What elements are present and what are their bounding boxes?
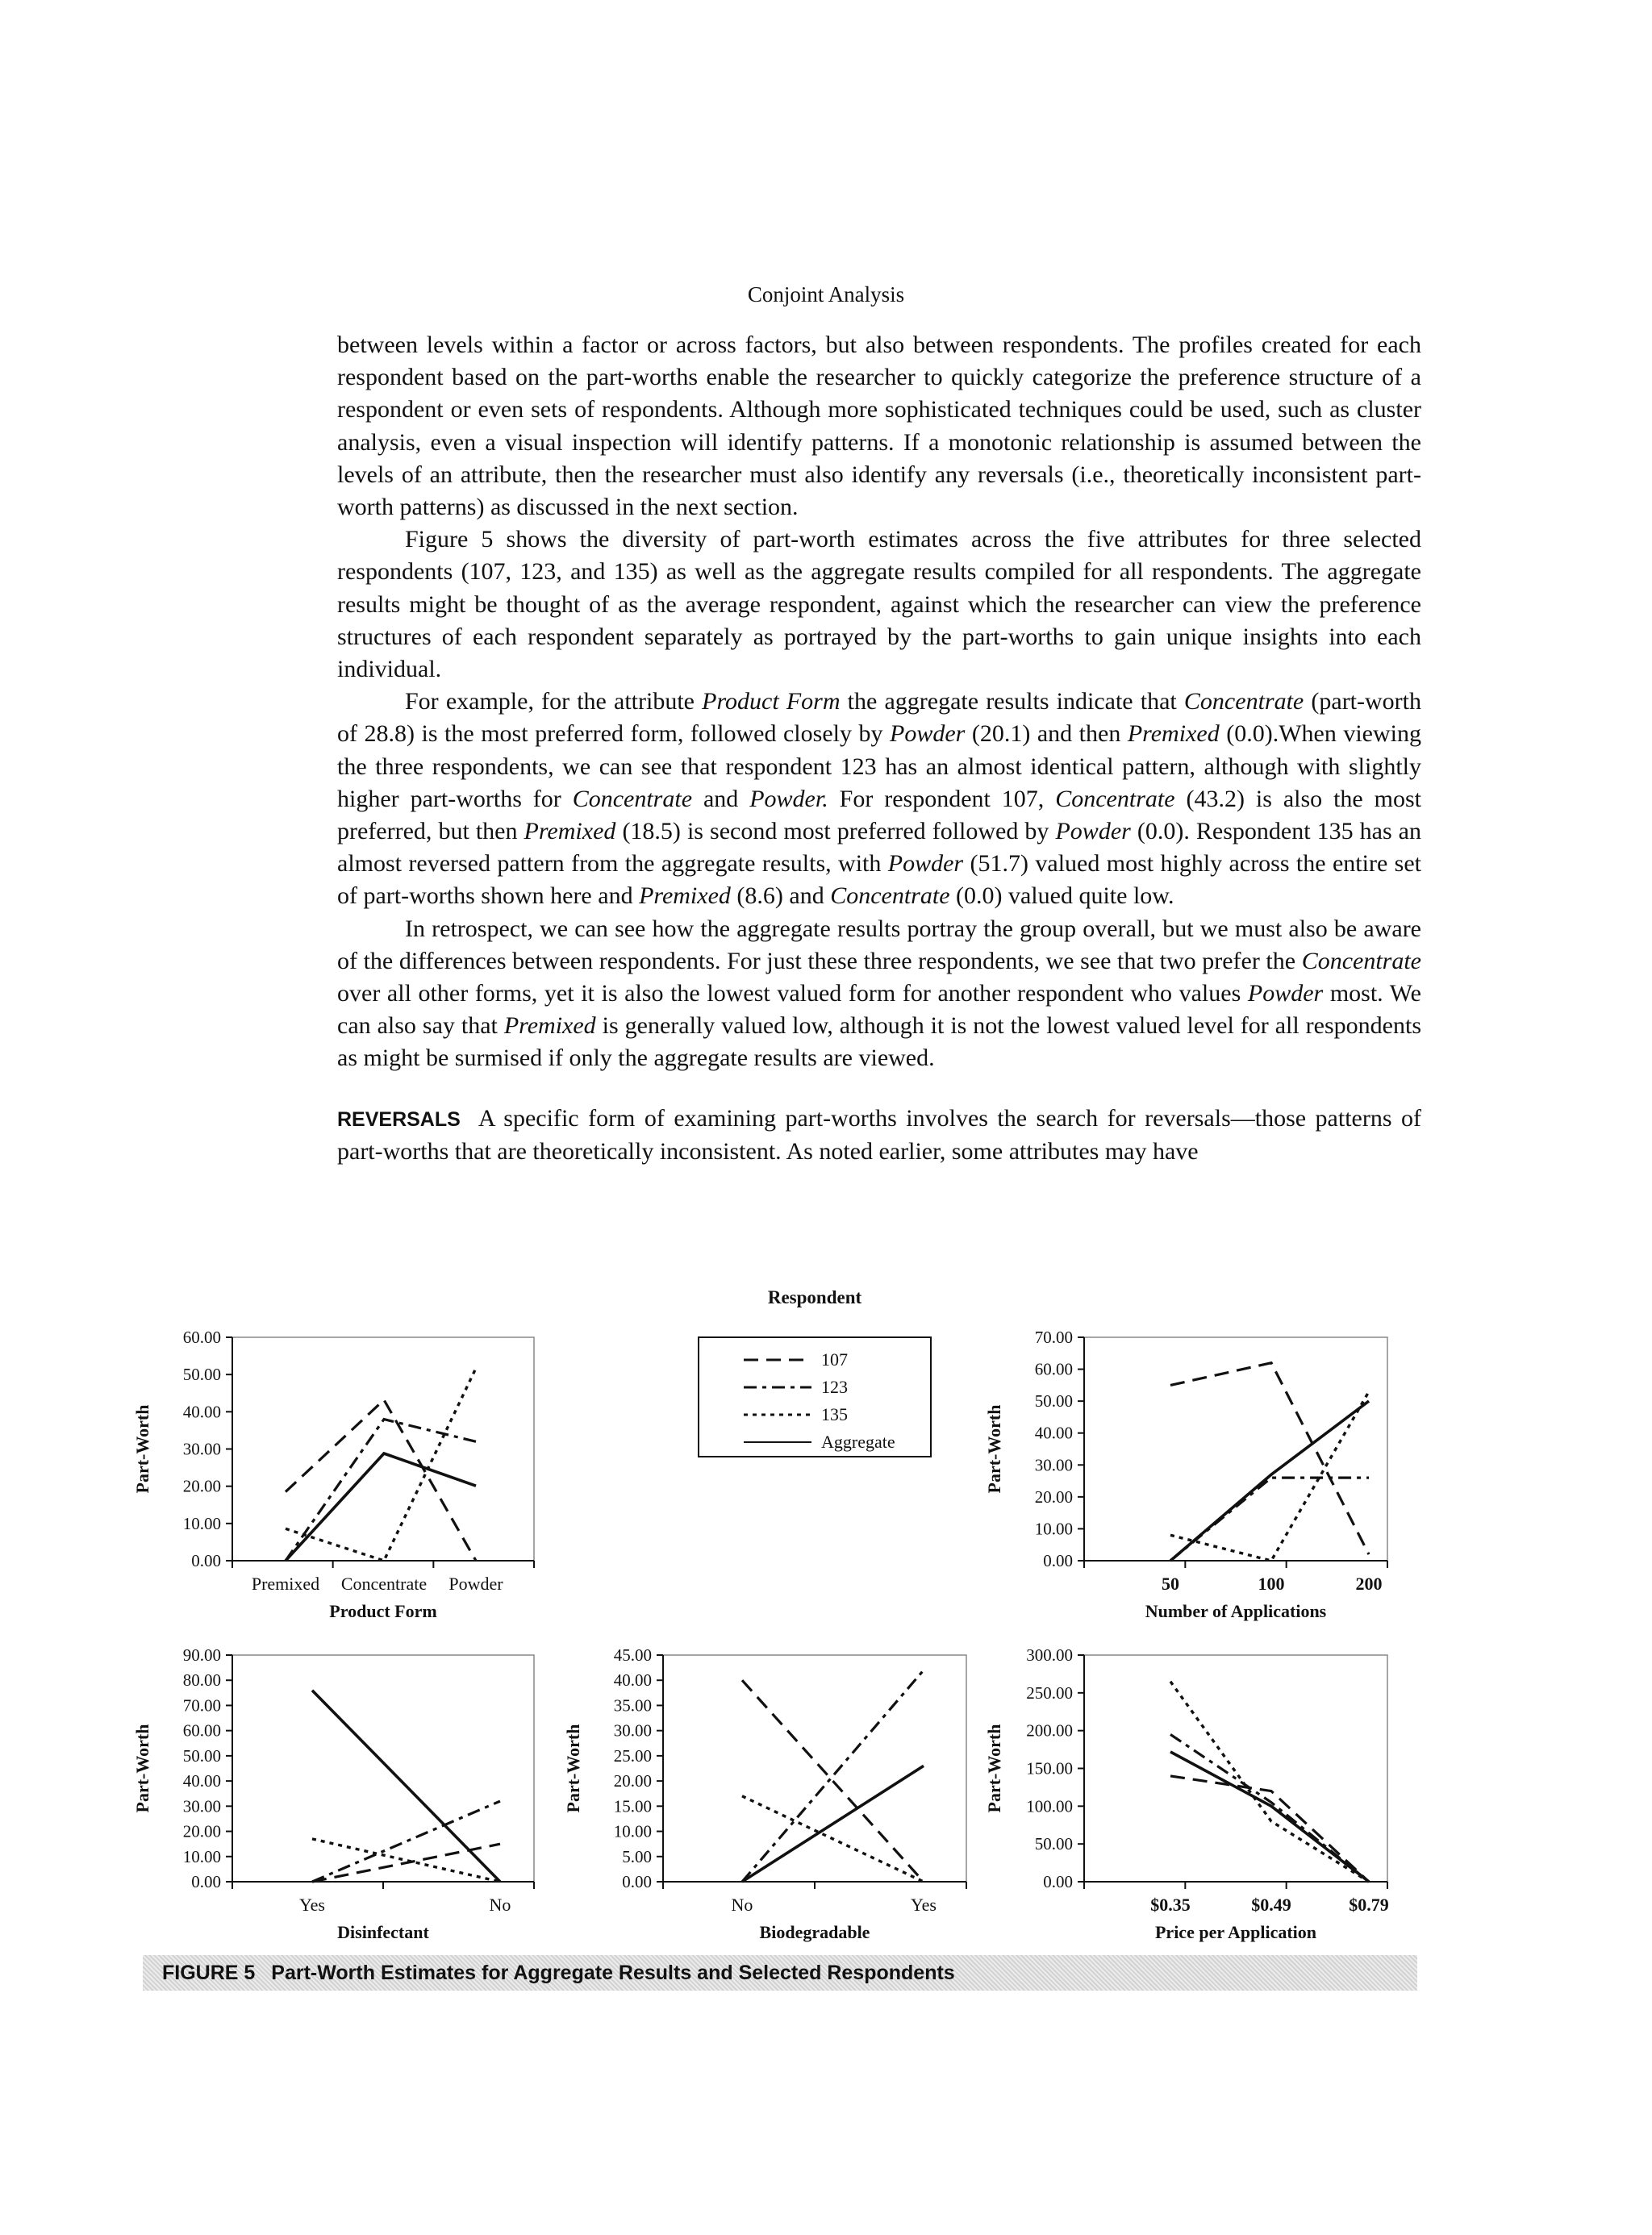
series-line-aggregate [1170, 1401, 1369, 1561]
y-axis-title: Part-Worth [984, 1724, 1004, 1813]
text-run: is generally valued low, although it is not the lowest valued level for all respondents as might be surmised if only the aggregate results are viewed. [337, 1012, 1421, 1072]
x-tick-label: No [731, 1895, 753, 1915]
text-run: (0.0) valued quite low. [949, 882, 1174, 910]
y-tick-label: 50.00 [1034, 1834, 1073, 1854]
y-tick-label: 50.00 [182, 1745, 221, 1766]
chart-panel-disinfectant [132, 1645, 534, 1942]
italic-term: Product Form [702, 688, 841, 715]
legend-label-107: 107 [821, 1349, 848, 1370]
plot-frame [232, 1337, 534, 1561]
x-axis-title: Price per Application [1154, 1922, 1317, 1942]
text-run: (43.2) is also the most preferred, but then [337, 785, 1422, 845]
series-line-135 [286, 1368, 476, 1561]
y-tick-label: 80.00 [182, 1670, 221, 1691]
chart-panel-number-of-applications [984, 1328, 1387, 1621]
y-tick-label: 20.00 [182, 1476, 221, 1496]
y-tick-label: 15.00 [613, 1796, 652, 1816]
legend-label-135: 135 [821, 1404, 848, 1424]
italic-term: Powder [1055, 818, 1131, 845]
y-tick-label: 35.00 [613, 1695, 652, 1716]
y-tick-label: 45.00 [613, 1645, 652, 1665]
y-tick-label: 30.00 [182, 1439, 221, 1459]
y-tick-label: 300.00 [1026, 1645, 1073, 1665]
paragraph-4 [337, 913, 1421, 1075]
x-tick-label: Premixed [251, 1574, 320, 1594]
x-tick-label: $0.35 [1150, 1895, 1191, 1915]
series-line-135 [742, 1796, 924, 1882]
y-tick-label: 50.00 [182, 1365, 221, 1385]
italic-term: Premixed [639, 882, 731, 910]
italic-term: Powder [887, 850, 964, 878]
series-line-123 [286, 1420, 476, 1561]
y-tick-label: 250.00 [1026, 1683, 1073, 1703]
y-tick-label: 25.00 [613, 1745, 652, 1766]
italic-term: Concentrate [1301, 947, 1421, 974]
text-run: (part-worth of 28.8) is the most preferred form, followed closely by [337, 688, 1421, 748]
y-tick-label: 40.00 [182, 1402, 221, 1422]
x-tick-label: 100 [1258, 1574, 1285, 1594]
plot-frame [232, 1655, 534, 1882]
reversals-heading: REVERSALS [337, 1107, 461, 1131]
y-tick-label: 30.00 [613, 1720, 652, 1741]
y-tick-label: 90.00 [182, 1645, 221, 1665]
text-run: (0.0).When viewing the three respondents, we can see that respondent 123 has an almost identical pattern, although with slightly higher part-worths for [337, 720, 1421, 812]
y-tick-label: 60.00 [182, 1328, 221, 1347]
y-tick-label: 0.00 [1043, 1551, 1073, 1570]
italic-term: Powder. [749, 785, 828, 812]
x-tick-label: Powder [448, 1574, 503, 1594]
y-tick-label: 10.00 [613, 1821, 652, 1841]
y-axis-title: Part-Worth [132, 1724, 152, 1813]
series-line-aggregate [742, 1766, 924, 1882]
body-text [337, 329, 1421, 1168]
legend-label-123: 123 [821, 1377, 848, 1397]
y-tick-label: 10.00 [182, 1513, 221, 1533]
series-line-107 [312, 1844, 500, 1882]
y-tick-label: 40.00 [613, 1670, 652, 1691]
y-tick-label: 150.00 [1026, 1758, 1073, 1778]
y-tick-label: 200.00 [1026, 1720, 1073, 1741]
y-tick-label: 100.00 [1026, 1796, 1073, 1816]
y-tick-label: 10.00 [1034, 1519, 1073, 1539]
y-tick-label: 30.00 [1034, 1455, 1073, 1475]
y-axis-title: Part-Worth [132, 1404, 152, 1494]
text-run: In retrospect, we can see how the aggregate results portray the group overall, but we must also be aware of the differences between respondents. For just these three respondents, we see that two prefer the [337, 915, 1421, 974]
y-tick-label: 70.00 [1034, 1328, 1073, 1347]
figure-caption [143, 1955, 1417, 1991]
italic-term: Premixed [1127, 720, 1220, 748]
y-axis-title: Part-Worth [563, 1724, 583, 1813]
y-tick-label: 40.00 [182, 1771, 221, 1791]
y-tick-label: 5.00 [622, 1846, 652, 1866]
legend [699, 1287, 931, 1457]
x-tick-label: $0.49 [1251, 1895, 1291, 1915]
series-line-123 [312, 1801, 500, 1882]
y-tick-label: 20.00 [1034, 1487, 1073, 1507]
text-run: (8.6) and [730, 882, 831, 910]
y-tick-label: 60.00 [1034, 1359, 1073, 1379]
y-tick-label: 0.00 [1043, 1872, 1073, 1891]
x-axis-title: Number of Applications [1145, 1601, 1327, 1621]
x-tick-label: Yes [910, 1895, 937, 1915]
text-run: the aggregate results indicate that [840, 688, 1184, 715]
italic-term: Premixed [524, 818, 616, 845]
series-line-aggregate [286, 1453, 476, 1561]
x-tick-label: Yes [298, 1895, 326, 1915]
legend-title: Respondent [767, 1287, 862, 1307]
legend-label-aggregate: Aggregate [821, 1432, 895, 1452]
y-tick-label: 40.00 [1034, 1423, 1073, 1443]
text-run: over all other forms, yet it is also the lowest valued form for another respondent who values [337, 980, 1248, 1007]
caption-text: Part-Worth Estimates for Aggregate Results and Selected Respondents [271, 1962, 955, 1984]
y-tick-label: 10.00 [182, 1846, 221, 1866]
y-tick-label: 0.00 [622, 1872, 652, 1891]
y-tick-label: 20.00 [182, 1821, 221, 1841]
reversals-text [337, 1105, 1421, 1165]
text-run: between levels within a factor or across factors, but also between respondents. The profiles created for each respondent based on the part-worths enable the researcher to quickly categorize the preference structure of a respondent or even sets of respondents. Although more sophisticated techniques could be used, such as cluster analysis, even a visual inspection will identify patterns. If a monotonic relationship is assumed between the levels of an attribute, then the researcher must also identify any reversals (i.e., theoretically inconsistent part-worth patterns) as discussed in the next section. [337, 331, 1421, 521]
y-tick-label: 30.00 [182, 1796, 221, 1816]
figure-canvas [0, 1274, 1652, 1952]
paragraph-2 [337, 523, 1421, 686]
text-run: Figure 5 shows the diversity of part-worth estimates across the five attributes for three selected respondents (107, 123, and 135) as well as the aggregate results compiled for all respondents. The aggregate results might be thought of as the average respondent, against which the researcher can view the preference structures of each respondent separately as portrayed by the part-worths to gain unique insights into each individual. [337, 526, 1421, 683]
text-run: For example, for the attribute [405, 688, 703, 715]
paragraph-3 [337, 686, 1421, 912]
text-run: (18.5) is second most preferred followed by [615, 818, 1056, 845]
italic-term: Powder [1247, 980, 1324, 1007]
text-run: A specific form of examining part-worths involves the search for reversals—those patterns of part-worths that are theoretically inconsistent. As noted earlier, some attributes may have [337, 1104, 1421, 1165]
text-run: and [692, 785, 750, 812]
italic-term: Premixed [503, 1012, 596, 1040]
running-head: Conjoint Analysis [747, 282, 905, 306]
italic-term: Powder [890, 720, 966, 748]
italic-term: Concentrate [830, 882, 950, 910]
x-tick-label: No [489, 1895, 511, 1915]
series-line-aggregate [312, 1691, 500, 1882]
y-tick-label: 70.00 [182, 1695, 221, 1716]
y-tick-label: 0.00 [191, 1551, 221, 1570]
y-tick-label: 0.00 [191, 1872, 221, 1891]
x-tick-label: $0.79 [1349, 1895, 1389, 1915]
y-tick-label: 20.00 [613, 1771, 652, 1791]
series-line-107 [1170, 1776, 1369, 1882]
text-run: For respondent 107, [828, 785, 1056, 812]
chart-panel-biodegradable [563, 1645, 966, 1942]
plot-frame [1084, 1337, 1387, 1561]
series-line-107 [1170, 1363, 1369, 1554]
y-tick-label: 60.00 [182, 1720, 221, 1741]
italic-term: Concentrate [1055, 785, 1175, 812]
x-tick-label: 200 [1355, 1574, 1383, 1594]
x-tick-label: 50 [1162, 1574, 1179, 1594]
text-run: (20.1) and then [965, 720, 1128, 748]
italic-term: Concentrate [572, 785, 693, 812]
caption-number: FIGURE 5 [162, 1962, 256, 1984]
y-axis-title: Part-Worth [984, 1404, 1004, 1494]
x-axis-title: Disinfectant [337, 1922, 429, 1942]
plot-frame [1084, 1655, 1387, 1882]
text-run: most. We can also say that [337, 980, 1421, 1040]
figure-5 [0, 1274, 1652, 2000]
chart-panel-price-per-application [984, 1645, 1389, 1942]
paragraph-reversals [337, 1103, 1421, 1168]
italic-term: Concentrate [1183, 688, 1304, 715]
text-run: (0.0). Respondent 135 has an almost reversed pattern from the aggregate results, with [337, 818, 1421, 878]
text-run: (51.7) valued most highly across the entire set of part-worths shown here and [337, 850, 1421, 910]
x-tick-label: Concentrate [340, 1574, 428, 1594]
x-axis-title: Product Form [329, 1601, 437, 1621]
legend-box [699, 1337, 931, 1457]
y-tick-label: 50.00 [1034, 1391, 1073, 1411]
x-axis-title: Biodegradable [759, 1922, 870, 1942]
series-line-123 [1170, 1478, 1369, 1561]
chart-panel-product-form [132, 1328, 534, 1621]
paragraph-1 [337, 329, 1421, 523]
